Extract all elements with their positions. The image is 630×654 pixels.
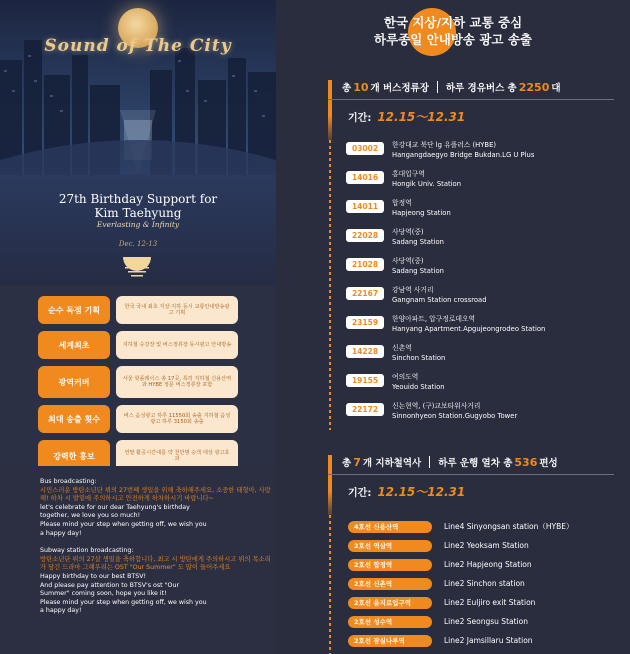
station-line-pill: 4호선 신용산역 [348, 521, 432, 533]
list-item: 03002 한강대교 북단 lg 유플러스 (HYBE) Hangangdaegyo Bridge Bukdan.LG U Plus [346, 140, 616, 169]
stop-code-badge: 22028 [346, 229, 384, 242]
station-line-pill: 2호선 신촌역 [348, 578, 432, 590]
list-item: 2호선 신촌역 Line2 Sinchon station [348, 574, 618, 593]
subway-section-dashes [329, 515, 331, 654]
half-moon-icon [121, 253, 153, 277]
feature-desc: 버스 음성광고 하루 11550회 송출 지하철 음성광고 하루 3150회 송출 [116, 405, 238, 433]
feature-row [38, 296, 238, 324]
list-item: 2호선 합정역 Line2 Hapjeong Station [348, 555, 618, 574]
stop-code-badge: 14228 [346, 345, 384, 358]
list-item: 23159 한양아파트, 압구정로데오역 Hanyang Apartment.Apgujeongrodeo Station [346, 314, 616, 343]
bus-section-dashes [329, 140, 331, 430]
list-item: 4호선 신용산역 Line4 Sinyongsan station（HYBE） [348, 517, 618, 536]
poster-image [0, 0, 276, 285]
page-headline: 한국 지상/지하 교통 중심 하루종일 안내방송 광고 송출 [374, 15, 532, 47]
poster-date: Dec. 12-13 [118, 240, 158, 248]
feature-row [38, 331, 238, 359]
feature-label: 광역커버 [38, 366, 110, 398]
list-item: 21028 사당역(중) Sadang Station [346, 256, 616, 285]
list-item: 19155 여의도역 Yeouido Station [346, 372, 616, 401]
list-item: 14228 신촌역 Sinchon Station [346, 343, 616, 372]
stop-code-badge: 14011 [346, 200, 384, 213]
list-item: 14016 홍대입구역 Hongik Univ. Station [346, 169, 616, 198]
station-line-pill: 2호선 합정역 [348, 559, 432, 571]
bus-divider [328, 99, 614, 100]
feature-row [38, 405, 238, 433]
broadcast-messages [0, 466, 276, 654]
list-item: 2호선 을지로입구역 Line2 Euljiro exit Station [348, 593, 618, 612]
station-line-pill: 2호선 잠실나루역 [348, 635, 432, 647]
subway-period: 기간: 12.15～12.31 [348, 485, 466, 499]
bus-section-header: 총 10 개 버스정류장 하루 경유버스 총 2250 대 [342, 80, 561, 94]
stop-code-badge: 22172 [346, 403, 384, 416]
stop-code-badge: 22167 [346, 287, 384, 300]
feature-desc: 한국 국내 최초 지상·지하 동시 교통안내방송광고 기획 [116, 296, 238, 324]
list-item: 22172 신논현역, (구)교보타워사거리 Sinnonhyeon Station.Gugyobo Tower [346, 401, 616, 430]
subway-broadcast-message: Subway station broadcasting: 방탄소년단 뷔의 27살 생일을 축하합니다, 최고 시 방탄에게 주의하시고 뷔의 목소리가 담긴 드라마 그해우리는 OST "Our Summer" 도 많이 들어주세요 Happy birthday to our best BTSV! And please pay attention to BTSV's ost "Our Summer" coming soon, hope you like it! Please mind your step when getting off, we wish you a happy day! [40, 547, 271, 615]
stop-code-badge: 03002 [346, 142, 384, 155]
feature-label: 순수 독점 기획 [38, 296, 110, 324]
birthday-title: 27th Birthday Support for Kim Taehyung [58, 192, 218, 220]
subway-divider [328, 474, 614, 475]
feature-row [38, 366, 238, 398]
list-item: 2호선 잠실나루역 Line2 Jamsillaru Station [348, 631, 618, 650]
station-line-pill: 2호선 성수역 [348, 616, 432, 628]
list-item: 22167 강남역 사거리 Gangnam Station crossroad [346, 285, 616, 314]
stop-code-badge: 21028 [346, 258, 384, 271]
list-item: 14011 합정역 Hapjeong Station [346, 198, 616, 227]
stop-code-badge: 23159 [346, 316, 384, 329]
feature-label: 강력한 홍보 [38, 440, 110, 472]
station-line-pill: 2호선 역삼역 [348, 540, 432, 552]
stop-code-badge: 19155 [346, 374, 384, 387]
list-item: 2호선 성수역 Line2 Seongsu Station [348, 612, 618, 631]
feature-grid [38, 296, 238, 479]
station-line-pill: 2호선 을지로입구역 [348, 597, 432, 609]
bus-period: 기간: 12.15～12.31 [348, 110, 466, 124]
stop-code-badge: 14016 [346, 171, 384, 184]
feature-desc: 지하철 승강장 및 버스정류장 동시광고 안내방송 [116, 331, 238, 359]
poster-title: Sound of The City [44, 36, 232, 56]
subway-section-header: 총 7 개 지하철역사 하루 운행 열차 총 536 편성 [342, 455, 558, 469]
bus-stop-list [346, 140, 616, 430]
feature-label: 최대 송출 횟수 [38, 405, 110, 433]
list-item: 22028 사당역(중) Sadang Station [346, 227, 616, 256]
bus-broadcast-message: Bus broadcasting: 시민스러운 방탄소년단 뷔의 27번째 생일을 위해 축하해주세요, 소중한 태형아, 사랑해! 하차 시 발밑에 주의하시고 안전하게 하차하시기 바랍니다~ let's celebrate for our dear Taehyung's birthday together, we love you so much! Please mind your step when getting off, we wish you a happy day! [40, 478, 271, 537]
list-item: 2호선 역삼역 Line2 Yeoksam Station [348, 536, 618, 555]
subway-station-list [348, 517, 618, 650]
tagline: Everlasting & Infinity [96, 220, 180, 229]
feature-desc: 연말 활공시간대를 약 천만명 승객 대상 광고효과 [116, 440, 238, 472]
feature-label: 세계최초 [38, 331, 110, 359]
feature-desc: 서울 핫플레이스 총 17곳, 특히 지하철 신용산역과 HYBE 정문 버스정류장 포함 [116, 366, 238, 398]
right-panel [276, 0, 630, 654]
left-panel [0, 0, 276, 654]
